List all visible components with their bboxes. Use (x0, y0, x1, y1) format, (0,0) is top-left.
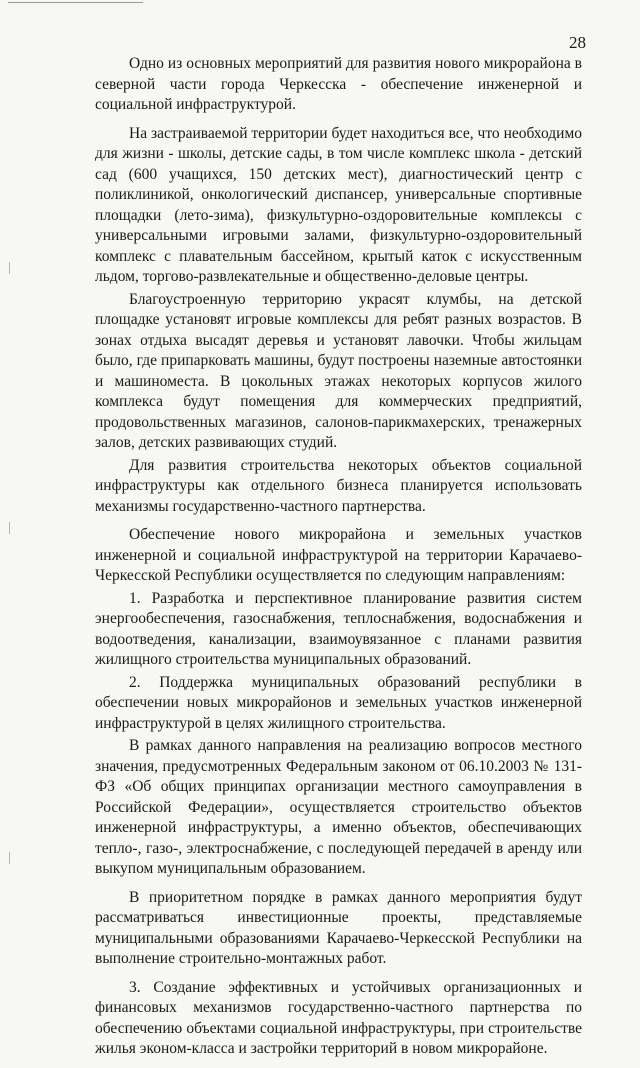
paragraph-landscaping: Благоустроенную территорию украсят клумбы, на детской площадке установят игровые комплексы для ребят разных возрастов. В зонах отдыха высадят деревья и установят лавочки. Чтобы жильцам было, где припарковать машины, будут построены наземные автостоянки и машиноместа. В цокольных этажах некоторых корпусов жилого комплекса будут помещения для коммерческих предприятий, продовольственных магазинов, салонов-парикмахерских, тренажерных залов, детских развивающих студий. (95, 290, 582, 451)
paragraph-federal-law: В рамках данного направления на реализацию вопросов местного значения, предусмотренных Федеральным законом от 06.10.2003 № 131-ФЗ «Об общих принципах организации местного самоуправления в Российской Федерации», осуществляется строительство объектов инженерной инфраструктуры, а именно объектов, обеспечивающих тепло-, газо-, электроснабжение, с последующей передачей в аренду или выкупом муниципальным образованием. (95, 737, 582, 877)
paragraph-priority: В приоритетном порядке в рамках данного мероприятия будут рассматриваться инвестиционные проекты, представляемые муниципальными образованиями Карачаево-Черкесской Республики на выполнение строительно-монтажных работ. (95, 888, 582, 967)
paragraph-direction-1: 1. Разработка и перспективное планирование развития систем энергообеспечения, газоснабжения, теплоснабжения, водоснабжения и водоотведения, канализации, взаимоувязанное с планами развития жилищного строительства муниципальных образований. (95, 589, 582, 668)
scan-top-rule (8, 2, 143, 3)
scan-margin-mark (9, 522, 10, 534)
scan-margin-mark (9, 262, 10, 274)
paragraph-direction-3: 3. Создание эффективных и устойчивых организационных и финансовых механизмов государственно-частного партнерства по обеспечению объектами социальной инфраструктуры, при строительстве жилья эконом-класса и застройки территорий в новом микрорайоне. (95, 978, 582, 1057)
document-body (95, 54, 582, 1068)
scan-margin-mark (9, 852, 10, 864)
page-number: 28 (569, 33, 586, 52)
paragraph-direction-2: 2. Поддержка муниципальных образований республики в обеспечении новых микрорайонов и земельных участков инженерной инфраструктурой в целях жилищного строительства. (95, 673, 582, 732)
paragraph-intro: Одно из основных мероприятий для развития нового микрорайона в северной части города Черкесска - обеспечение инженерной и социальной инфраструктурой. (95, 55, 582, 113)
paragraph-directions-intro: Обеспечение нового микрорайона и земельных участков инженерной и социальной инфраструктурой на территории Карачаево-Черкесской Республики осуществляется по следующим направлениям: (95, 526, 582, 584)
paragraph-facilities: На застраиваемой территории будет находиться все, что необходимо для жизни - школы, детские сады, в том числе комплекс школа - детский сад (600 учащихся, 150 детских мест), диагностический центр с поликлиникой, онкологический диспансер, универсальные спортивные площадки (лето-зима), физкультурно-оздоровительные комплексы с универсальными игровыми залами, физкультурно-оздоровительный комплекс с плавательным бассейном, крытый каток с искусственным льдом, торгово-развлекательные и общественно-деловые центры. (95, 124, 582, 285)
paragraph-ppp: Для развития строительства некоторых объектов социальной инфраструктуры как отдельного бизнеса планируется использовать механизмы государственно-частного партнерства. (95, 456, 582, 515)
